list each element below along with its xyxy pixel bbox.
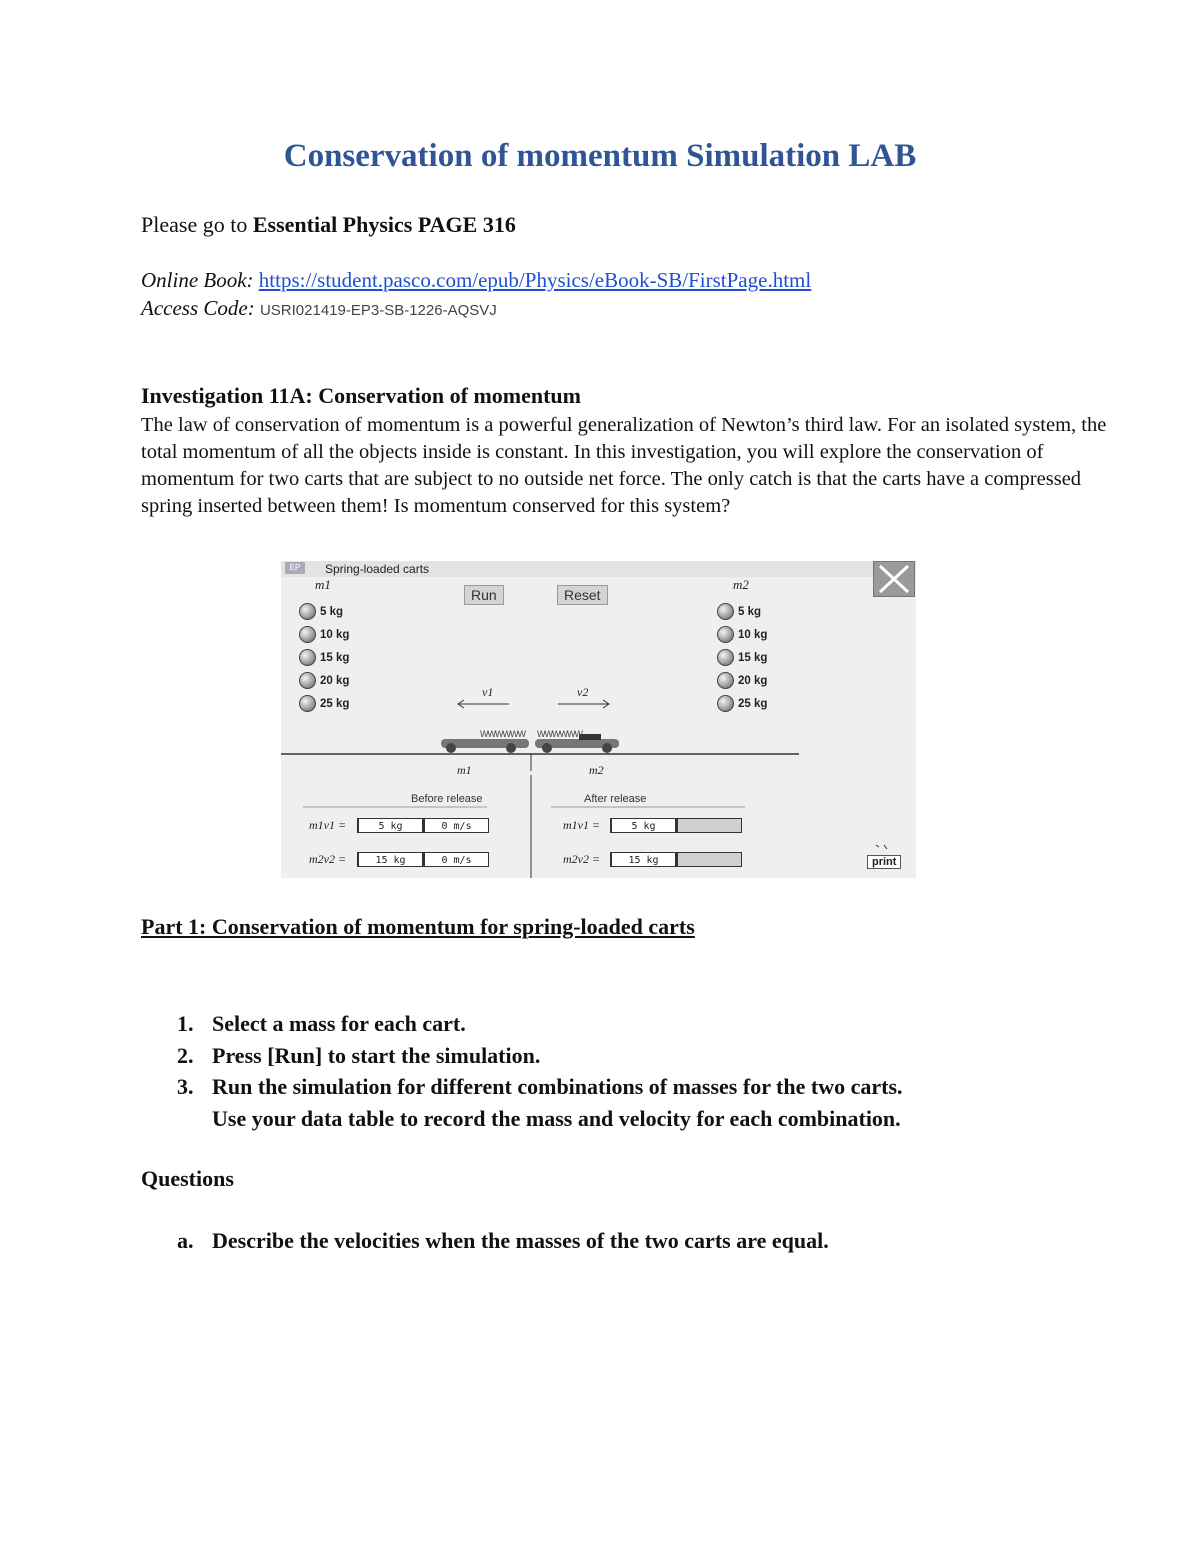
before-row1-eq: m1v1 = xyxy=(309,818,347,832)
access-code-label: Access Code: xyxy=(141,296,255,320)
radio-label: 20 kg xyxy=(738,674,768,687)
cart2-label: m2 xyxy=(589,763,604,777)
list-item xyxy=(141,1103,1141,1135)
steps-list xyxy=(141,1008,1141,1134)
question-a-text: Describe the velocities when the masses of the two carts are equal. xyxy=(212,1228,829,1253)
step-number: 2. xyxy=(177,1042,194,1068)
before-m2-field: 15 kg xyxy=(357,852,423,867)
goto-prefix: Please go to xyxy=(141,212,253,237)
after-m2-field: 15 kg xyxy=(610,852,676,867)
step-text: Run the simulation for different combinations of masses for the two carts. xyxy=(212,1074,903,1099)
list-item xyxy=(141,1040,1141,1072)
reset-button[interactable]: Reset xyxy=(557,585,608,605)
print-button[interactable]: print xyxy=(867,855,901,869)
before-m1-field: 5 kg xyxy=(357,818,423,833)
step-text: Select a mass for each cart. xyxy=(212,1011,466,1036)
investigation-body: The law of conservation of momentum is a powerful generalization of Newton’s third law. For an isolated system, the total momentum of all the objects inside is constant. In this investigation, you will explore the conservation of momentum for two carts that are subject to no outside net force. The only catch is that the carts have a compressed spring inserted between them! Is momentum conserved for this system? xyxy=(141,414,1107,517)
run-button[interactable]: Run xyxy=(464,585,504,605)
sim-logo: EP xyxy=(285,562,305,574)
list-item xyxy=(141,1008,1141,1040)
investigation-title: Investigation 11A: Conservation of momentum xyxy=(141,383,581,408)
after-release-label: After release xyxy=(584,793,647,805)
before-v1-field: 0 m/s xyxy=(423,818,489,833)
m1-heading: m1 xyxy=(315,577,331,592)
step-text: Use your data table to record the mass and velocity for each combination. xyxy=(212,1105,901,1131)
after-v1-field xyxy=(676,818,742,833)
list-item xyxy=(141,1071,1141,1103)
spring-right: WWWWWW xyxy=(537,729,582,739)
spring-left: WWWWWW xyxy=(480,729,525,739)
online-book-line xyxy=(141,268,811,293)
goto-bold: Essential Physics PAGE 316 xyxy=(252,212,516,237)
radio-label: 10 kg xyxy=(738,628,768,641)
sim-title: Spring-loaded carts xyxy=(325,562,430,576)
before-v2-field: 0 m/s xyxy=(423,852,489,867)
before-release-label: Before release xyxy=(411,793,483,805)
radio-label: 25 kg xyxy=(738,697,768,710)
step-number: 1. xyxy=(177,1011,194,1036)
access-code-line xyxy=(141,296,497,321)
online-book-link[interactable]: https://student.pasco.com/epub/Physics/eBook-SB/FirstPage.html xyxy=(258,268,812,292)
question-a-number: a. xyxy=(177,1228,194,1253)
after-v2-field xyxy=(676,852,742,867)
radio-label: 15 kg xyxy=(320,651,350,664)
v1-label: v1 xyxy=(482,685,494,699)
after-row2-eq: m2v2 = xyxy=(563,852,601,866)
after-m1-field: 5 kg xyxy=(610,818,676,833)
access-code-value: USRI021419-EP3-SB-1226-AQSVJ xyxy=(259,302,497,319)
questions-heading: Questions xyxy=(141,1166,234,1191)
after-row1-eq: m1v1 = xyxy=(563,818,601,832)
question-a xyxy=(141,1228,829,1254)
step-number: 3. xyxy=(177,1074,194,1099)
before-row2-eq: m2v2 = xyxy=(309,852,347,866)
online-book-label: Online Book: xyxy=(141,268,254,292)
radio-label: 5 kg xyxy=(320,605,344,618)
radio-label: 10 kg xyxy=(320,628,350,641)
simulation-panel xyxy=(281,561,916,878)
v2-label: v2 xyxy=(577,685,589,699)
step-text: Press [Run] to start the simulation. xyxy=(212,1042,541,1068)
radio-label: 15 kg xyxy=(738,651,768,664)
goto-line xyxy=(141,212,516,238)
radio-label: 5 kg xyxy=(738,605,762,618)
cart1-label: m1 xyxy=(457,763,472,777)
m2-heading: m2 xyxy=(733,577,749,592)
radio-label: 20 kg xyxy=(320,674,350,687)
page-title: Conservation of momentum Simulation LAB xyxy=(283,138,917,174)
part1-heading: Part 1: Conservation of momentum for spring-loaded carts xyxy=(141,914,695,939)
radio-label: 25 kg xyxy=(320,697,350,710)
